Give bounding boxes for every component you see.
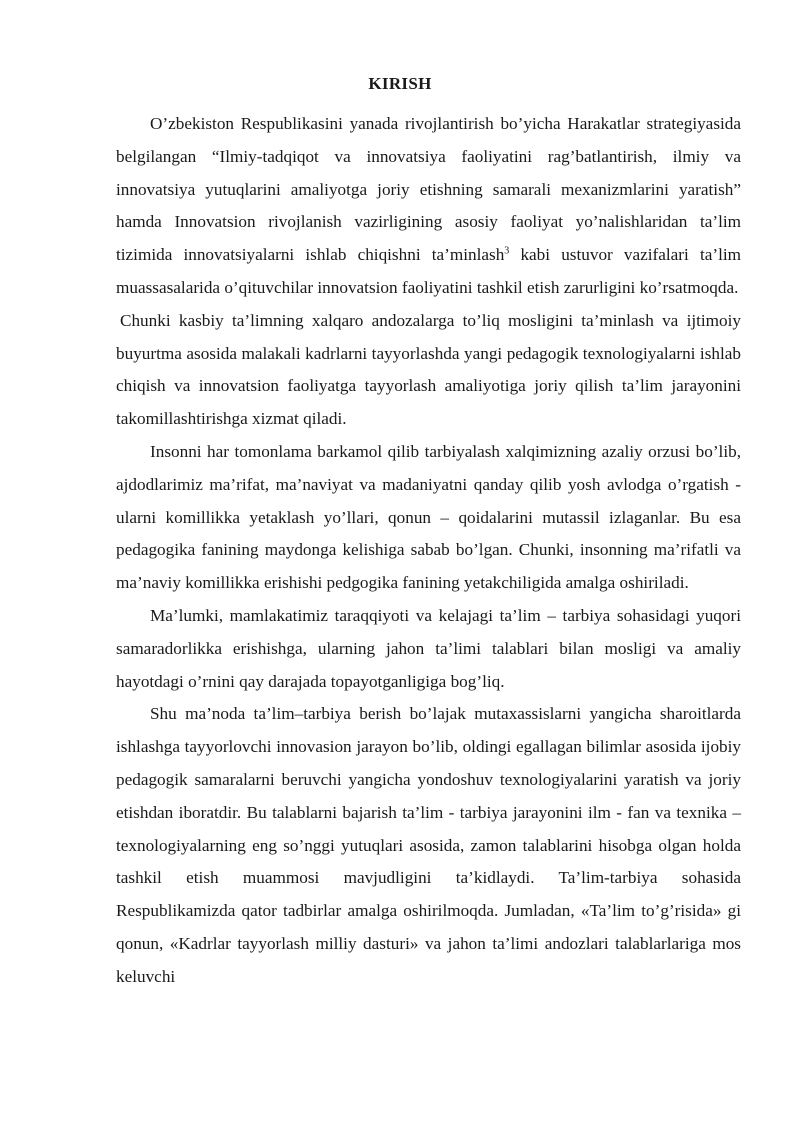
paragraph-upbringing: Insonni har tomonlama barkamol qilib tarbiyalash xalqimizning azaliy orzusi bo’lib, ajdodlarimiz ma’rifat, ma’naviyat va madaniyatni qanday qilib yosh avlodga o’rgatish - ularni komillikka yetaklash yo’llari, qonun – qoidalarini mutassil izlaganlar. Bu esa pedagogika fanining maydonga kelishiga sabab bo’lgan. Chunki, insonning ma’rifatli va ma’naviy komillikka erishishi pedgogika fanining yetakchiligida amalga oshiriladi. (116, 441, 741, 593)
page-title: KIRISH (368, 74, 432, 93)
paragraph-development: Ma’lumki, mamlakatimiz taraqqiyoti va kelajagi ta’lim – tarbiya sohasidagi yuqori samaradorlikka erishishga, ularning jahon ta’limi talablari bilan mosligi va amaliy hayotdagi o’rnini qay darajada topayotganligiga bog’liq. (116, 605, 741, 691)
paragraph-vocational-education: Chunki kasbiy ta’limning xalqaro andozalarga to’liq mosligini ta’minlash va ijtimoiy buyurtma asosida malakali kadrlarni tayyorlashda yangi pedagogik texnologiyalarni ishlab chiqish va innovatsion faoliyatga tayyorlash amaliyotiga joriy qilish ta’lim jarayonini takomillashtirishga xizmat qiladi. (116, 310, 741, 429)
paragraph-text-continued: kabi ustuvor vazifalari ta’lim muassasalarida o’qituvchilar innovatsion faoliyatini tashkil etish zarurligini ko’rsatmoqda. (116, 245, 741, 297)
paragraph-strategy (116, 108, 741, 305)
paragraph-innovation-process: Shu ma’noda ta’lim–tarbiya berish bo’lajak mutaxassislarni yangicha sharoitlarda ishlashga tayyorlovchi innovasion jarayon bo’lib, oldingi egallagan bilimlar asosida ijobiy pedagogik samaralarni beruvchi yangicha yondoshuv texnologiyalarini yaratish va joriy etishdan iboratdir. Bu talablarni bajarish ta’lim - tarbiya jarayonini ilm - fan va texnika – texnologiyalarning eng so’nggi yutuqlari asosida, zamon talablarini hisobga olgan holda tashkil etish muammosi mavjudligini ta’kidlaydi. Ta’lim-tarbiya sohasida Respublikamizda qator tadbirlar amalga oshirilmoqda. Jumladan, «Ta’lim to’g’risida» gi qonun, «Kadrlar tayyorlash milliy dasturi» va jahon ta’limi andozlari talablarlariga mos keluvchi (116, 704, 741, 986)
footnote-reference: 3 (504, 245, 510, 257)
document-body (116, 108, 741, 994)
paragraph-text: O’zbekiston Respublikasini yanada rivojlantirish bo’yicha Harakatlar strategiyasida belgilangan “Ilmiy-tadqiqot va innovatsiya faoliyatini rag’batlantirish, ilmiy va innovatsiya yutuqlarini amaliyotga joriy etishning samarali mexanizmlarini yaratish” hamda Innovatsion rivojlanish vazirligining asosiy faoliyat yo’nalishlaridan ta’lim tizimida innovatsiyalarni ishlab chiqishni ta’minlash (116, 114, 741, 265)
